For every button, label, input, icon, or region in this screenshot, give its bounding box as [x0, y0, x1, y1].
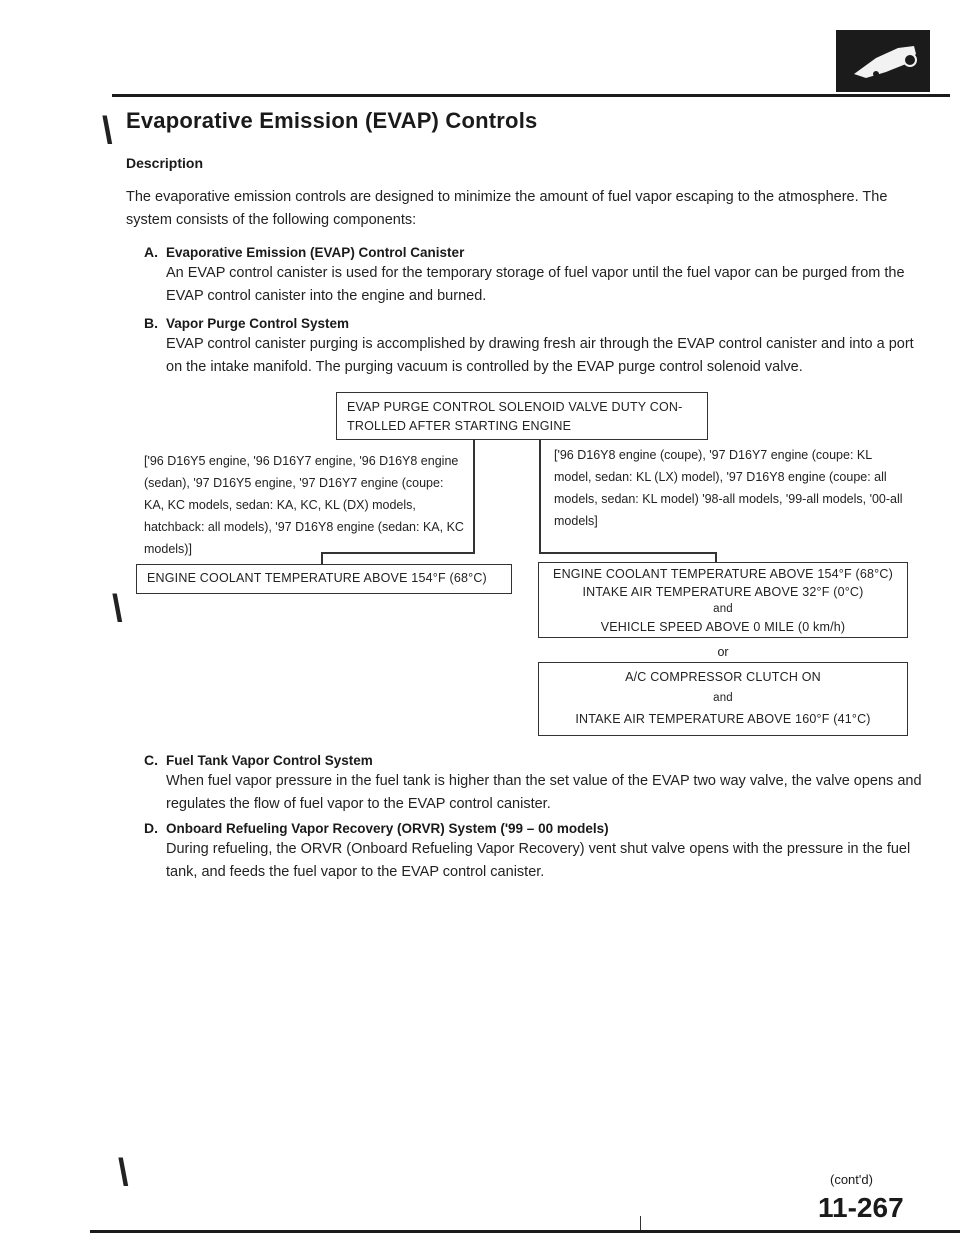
continued-label: (cont'd) [830, 1172, 873, 1187]
purge-control-box [336, 392, 708, 440]
connector-line [321, 552, 475, 554]
margin-mark: \ [102, 110, 113, 152]
box-line: and [713, 692, 733, 704]
item-letter: D. [144, 820, 158, 836]
connector-line [539, 440, 541, 552]
item-letter: B. [144, 315, 158, 331]
right-condition-box-1 [538, 562, 908, 638]
intro-paragraph: The evaporative emission controls are designed to minimize the amount of fuel vapor escaping to the atmosphere. The system consists of the following components: [126, 189, 888, 228]
connector-line [321, 552, 323, 564]
header-rule [112, 94, 950, 97]
box-line: VEHICLE SPEED ABOVE 0 MILE (0 km/h) [600, 619, 846, 634]
box-line: ENGINE COOLANT TEMPERATURE ABOVE 154°F (68°C) [553, 567, 893, 581]
divider [640, 1216, 641, 1230]
item-body: When fuel vapor pressure in the fuel tank is higher than the set value of the EVAP two way valve, the valve opens and regulates the flow of fuel vapor to the EVAP control canister. [166, 773, 922, 812]
item-body: An EVAP control canister is used for the temporary storage of fuel vapor until the fuel vapor can be purged from the EVAP control canister into the engine and burned. [166, 265, 905, 304]
connector-line [473, 440, 475, 552]
right-condition-box-2 [538, 662, 908, 736]
margin-mark: \ [112, 588, 123, 630]
item-letter: C. [144, 752, 158, 768]
list-item [144, 820, 924, 884]
left-condition: ['96 D16Y5 engine, '96 D16Y7 engine, '96 D16Y8 engine (sedan), '97 D16Y5 engine, '97 D16Y7 engine (coupe: KA, KC models, sedan: KA, KC, KL (DX) models, hatchback: all models), '97 D16Y8 engine (sedan: KA, KC models)] [144, 454, 464, 556]
box-line: INTAKE AIR TEMPERATURE ABOVE 32°F (0°C) [582, 584, 864, 599]
item-body: EVAP control canister purging is accomplished by drawing fresh air through the EVAP control canister and into a port on the intake manifold. The purging vacuum is controlled by the EVAP purge control solenoid valve. [166, 336, 914, 375]
footer-rule [90, 1230, 960, 1233]
item-letter: A. [144, 244, 158, 260]
list-item [144, 752, 924, 816]
box-line: EVAP PURGE CONTROL SOLENOID VALVE DUTY CON- [347, 400, 683, 414]
section-logo [836, 30, 930, 92]
margin-mark: \ [118, 1152, 129, 1194]
car-icon [836, 30, 930, 92]
box-line: A/C COMPRESSOR CLUTCH ON [625, 670, 821, 684]
item-title: Evaporative Emission (EVAP) Control Canister [166, 245, 465, 260]
item-title: Vapor Purge Control System [166, 316, 350, 331]
list-item [144, 315, 924, 379]
box-line: INTAKE AIR TEMPERATURE ABOVE 160°F (41°C) [575, 712, 871, 726]
item-body: During refueling, the ORVR (Onboard Refueling Vapor Recovery) vent shut valve opens with the pressure in the fuel tank, and feeds the fuel vapor to the EVAP control canister. [166, 841, 911, 880]
list-item [144, 244, 924, 308]
box-line: TROLLED AFTER STARTING ENGINE [347, 419, 572, 433]
item-title: Fuel Tank Vapor Control System [166, 753, 373, 768]
right-condition: ['96 D16Y8 engine (coupe), '97 D16Y7 engine (coupe: KL model, sedan: KL (LX) model), '97 D16Y8 engine (coupe: all models, sedan: KL model) '98-all models, '99-all models, '00-all models] [554, 448, 903, 528]
page-number: 11-267 [818, 1192, 904, 1223]
box-line: and [713, 603, 733, 615]
description-heading: Description [126, 155, 204, 171]
page-title: Evaporative Emission (EVAP) Controls [126, 108, 538, 133]
left-coolant-box: ENGINE COOLANT TEMPERATURE ABOVE 154°F (68°C) [136, 564, 512, 594]
item-title: Onboard Refueling Vapor Recovery (ORVR) System ('99 – 00 models) [166, 821, 609, 836]
connector-line [539, 552, 715, 554]
or-label: or [717, 645, 729, 659]
